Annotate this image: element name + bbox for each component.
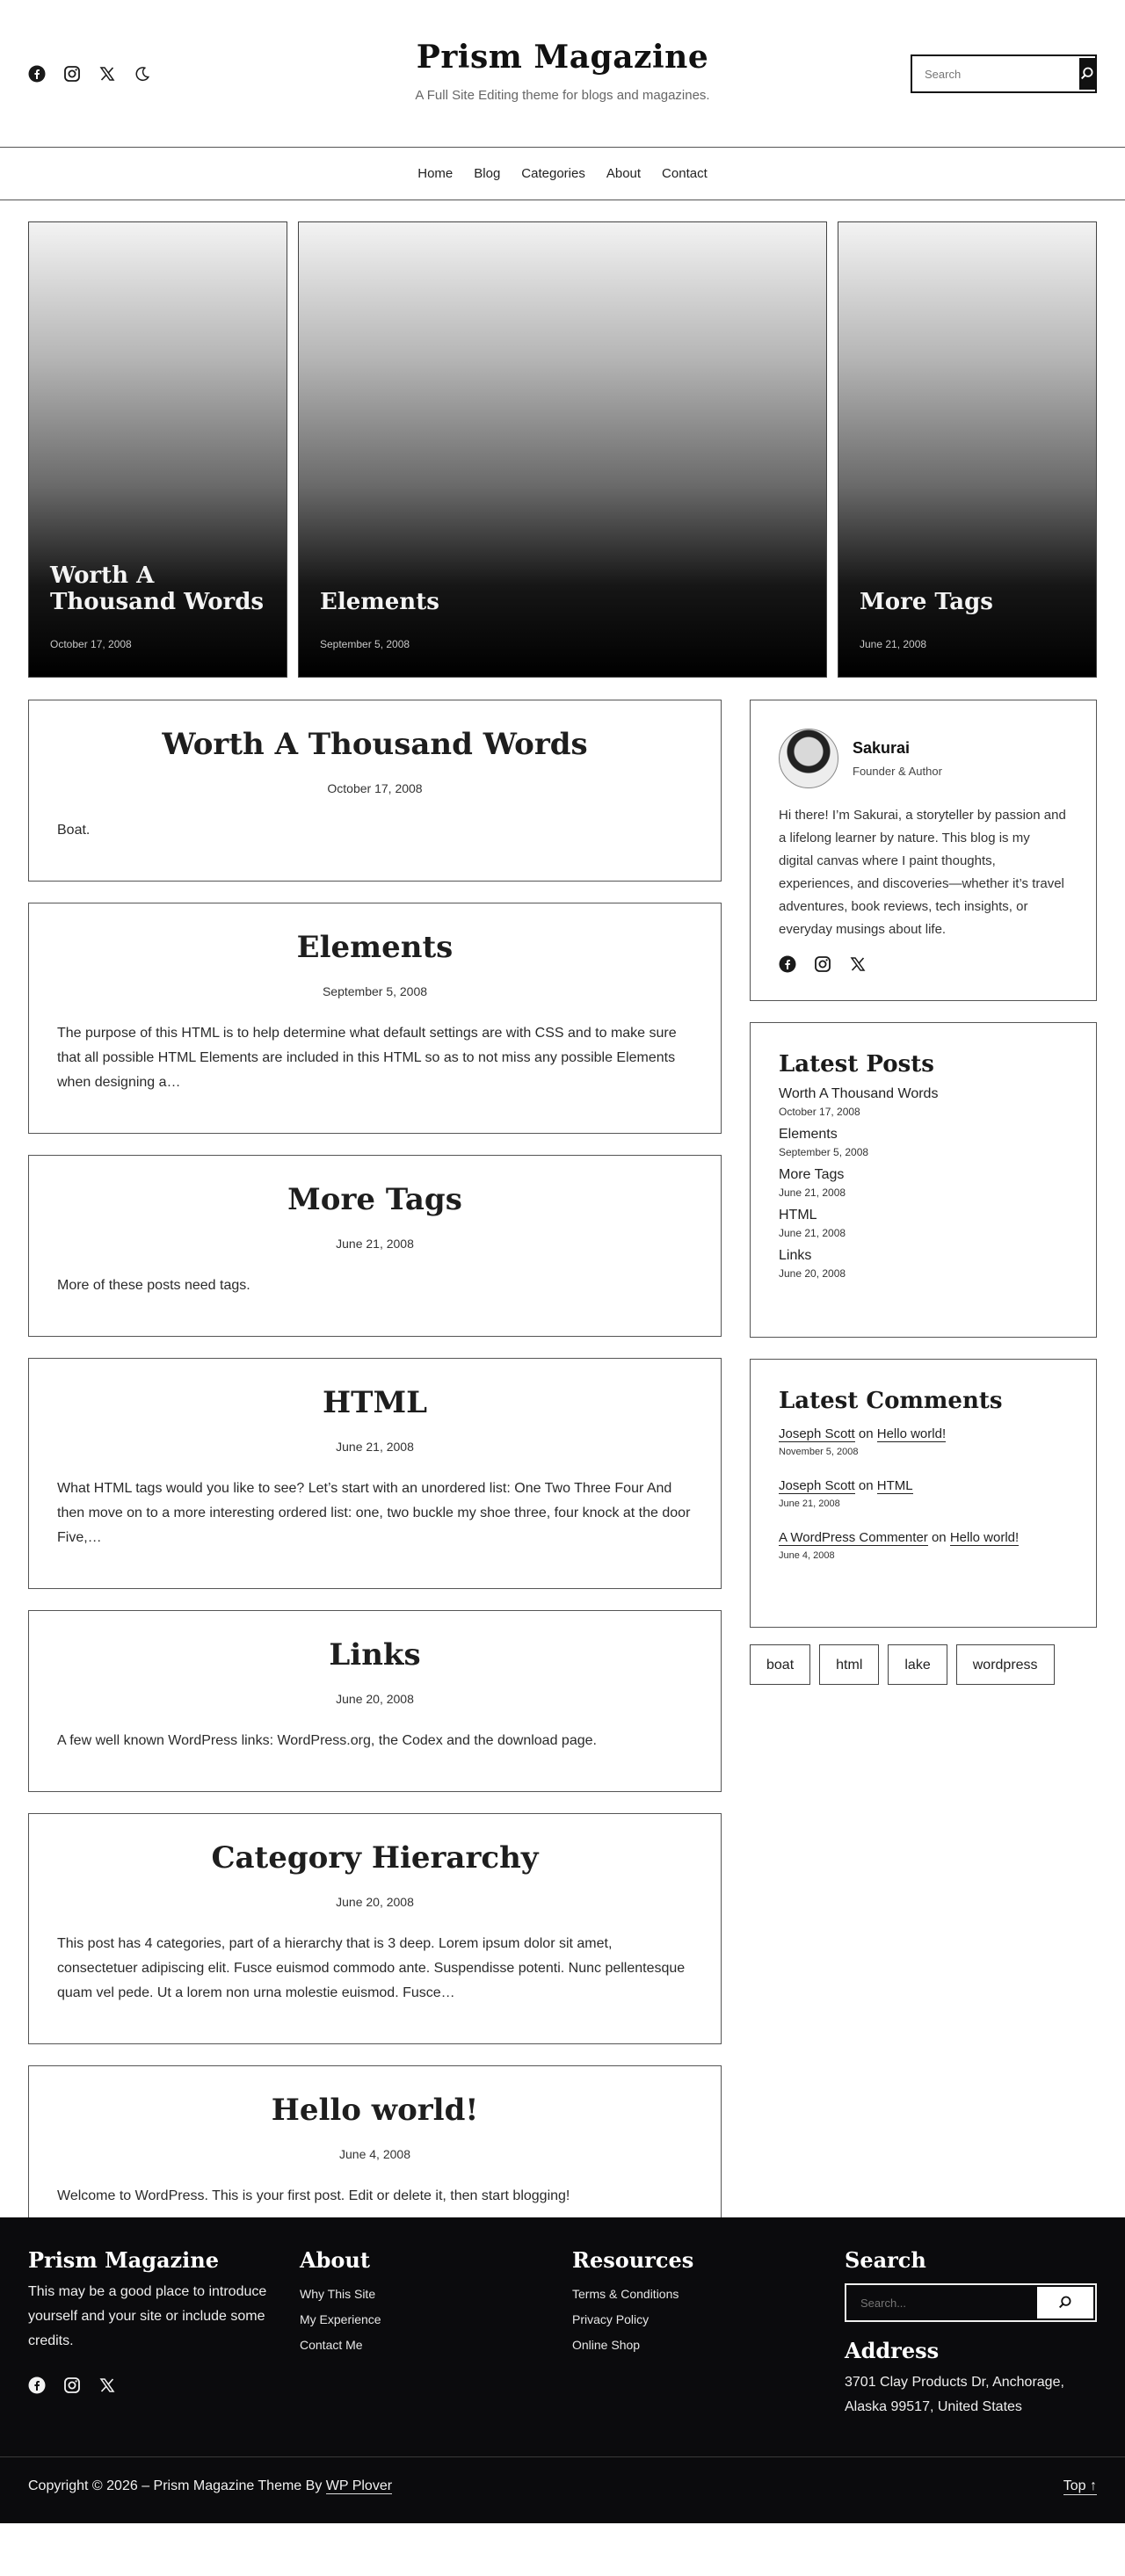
nav-categories[interactable]: Categories <box>521 166 585 181</box>
author-social-icons <box>779 955 1068 977</box>
search-icon <box>1057 2295 1073 2311</box>
tag-cloud <box>750 1644 1055 1685</box>
facebook-icon[interactable] <box>779 955 796 977</box>
list-item <box>779 1127 1068 1158</box>
footer-link[interactable]: Why This Site <box>300 2287 376 2301</box>
widget-title: Latest Comments <box>779 1388 1003 1414</box>
author-name: Sakurai <box>853 739 911 757</box>
comment-author-link[interactable]: Joseph Scott <box>779 1478 855 1493</box>
footer-link[interactable]: Privacy Policy <box>572 2312 650 2326</box>
post-card <box>28 1155 722 1337</box>
tag-link[interactable]: boat <box>750 1644 810 1685</box>
post-title[interactable]: Links <box>329 1637 421 1673</box>
post-title[interactable]: HTML <box>323 1385 427 1420</box>
featured-post-title[interactable]: Elements <box>320 589 439 615</box>
post-date: June 20, 2008 <box>336 1692 414 1706</box>
post-card <box>28 1358 722 1589</box>
comment-on-text: on <box>858 1478 874 1493</box>
post-card <box>28 1813 722 2044</box>
list-item <box>779 1086 1068 1118</box>
featured-post-card[interactable] <box>28 221 287 678</box>
post-date: June 21, 2008 <box>336 1237 414 1251</box>
post-date: October 17, 2008 <box>327 781 423 795</box>
post-date: June 4, 2008 <box>339 2147 410 2161</box>
nav-home[interactable]: Home <box>417 166 454 181</box>
header-search <box>911 54 1097 93</box>
author-role: Founder & Author <box>853 765 942 778</box>
latest-post-date: September 5, 2008 <box>779 1146 869 1158</box>
footer-heading: Search <box>845 2247 926 2273</box>
latest-posts-widget <box>750 1022 1097 1338</box>
back-to-top-link[interactable]: Top ↑ <box>1063 2478 1097 2493</box>
footer-heading: About <box>300 2247 370 2273</box>
widget-title: Latest Posts <box>779 1051 934 1078</box>
latest-post-link[interactable]: More Tags <box>779 1167 845 1182</box>
footer-link[interactable]: Online Shop <box>572 2338 641 2352</box>
post-date: June 20, 2008 <box>336 1895 414 1909</box>
copyright <box>28 2478 392 2494</box>
footer-heading: Address <box>845 2338 940 2363</box>
footer-link[interactable]: My Experience <box>300 2312 381 2326</box>
featured-post-date: September 5, 2008 <box>320 638 410 650</box>
main-content <box>0 678 1125 2217</box>
footer-address: 3701 Clay Products Dr, Anchorage, Alaska 99517, United States <box>845 2375 1064 2414</box>
instagram-icon[interactable] <box>63 2376 81 2398</box>
search-input[interactable] <box>914 58 1079 90</box>
featured-posts <box>0 221 1125 678</box>
site-footer <box>0 2217 1125 2456</box>
post-card <box>28 903 722 1134</box>
site-tagline: A Full Site Editing theme for blogs and magazines. <box>415 88 710 103</box>
post-excerpt: The purpose of this HTML is to help determine what default settings are with CSS and to make sure that all possible HTML Elements are included in this HTML so as to not miss any possible Elements when designing a… <box>57 1026 677 1090</box>
post-excerpt: What HTML tags would you like to see? Let’s start with an unordered list: One Two Three Four And then move on to a more interesting ordered list: one, two buckle my shoe three, four knock at the door Five,… <box>57 1481 691 1545</box>
latest-post-date: June 21, 2008 <box>779 1227 846 1239</box>
featured-post-title[interactable]: More Tags <box>860 589 993 615</box>
footer-link[interactable]: Contact Me <box>300 2338 363 2352</box>
comment-on-text: on <box>858 1426 874 1441</box>
search-icon <box>1079 66 1095 82</box>
post-card <box>28 700 722 882</box>
comment-item <box>779 1478 1068 1509</box>
copyright-text: Copyright © 2026 – Prism Magazine Theme By <box>28 2478 326 2493</box>
footer-search-button[interactable] <box>1037 2287 1093 2318</box>
post-date: June 21, 2008 <box>336 1440 414 1454</box>
nav-about[interactable]: About <box>606 166 642 181</box>
comment-date: June 21, 2008 <box>779 1498 840 1509</box>
latest-post-date: June 20, 2008 <box>779 1267 846 1280</box>
copyright-link[interactable]: WP Plover <box>325 2478 393 2493</box>
footer-bottom-bar <box>0 2456 1125 2523</box>
latest-post-link[interactable]: Worth A Thousand Words <box>779 1086 939 1101</box>
post-date: September 5, 2008 <box>322 984 428 998</box>
post-title[interactable]: Hello world! <box>271 2093 479 2128</box>
featured-post-title[interactable]: Worth A Thousand Words <box>50 562 265 615</box>
avatar <box>779 729 838 788</box>
instagram-icon[interactable] <box>814 955 831 977</box>
tag-link[interactable]: lake <box>888 1644 947 1685</box>
list-item <box>779 1208 1068 1239</box>
tag-link[interactable]: wordpress <box>956 1644 1055 1685</box>
list-item <box>779 1248 1068 1280</box>
latest-post-date: June 21, 2008 <box>779 1186 846 1199</box>
site-header <box>0 0 1125 148</box>
latest-post-date: October 17, 2008 <box>779 1106 860 1118</box>
comment-post-link[interactable]: Hello world! <box>949 1530 1020 1545</box>
list-item <box>779 1167 1068 1199</box>
comment-author-link[interactable]: A WordPress Commenter <box>779 1530 928 1545</box>
footer-heading: Resources <box>572 2247 694 2273</box>
footer-title: Prism Magazine <box>28 2247 219 2273</box>
post-excerpt: More of these posts need tags. <box>57 1278 250 1293</box>
latest-comments-widget <box>750 1359 1097 1628</box>
featured-post-date: October 17, 2008 <box>50 638 132 650</box>
comment-item <box>779 1426 1068 1457</box>
facebook-icon[interactable] <box>28 2376 46 2398</box>
featured-post-date: June 21, 2008 <box>860 638 927 650</box>
post-excerpt: Welcome to WordPress. This is your first post. Edit or delete it, then start blogging! <box>57 2188 570 2203</box>
site-title[interactable]: Prism Magazine <box>416 39 709 76</box>
post-title[interactable]: Category Hierarchy <box>211 1840 539 1876</box>
post-title[interactable]: More Tags <box>287 1182 462 1217</box>
post-title[interactable]: Elements <box>296 930 454 965</box>
latest-post-link[interactable]: Elements <box>779 1127 838 1142</box>
comment-post-link[interactable]: HTML <box>876 1478 913 1493</box>
comment-date: November 5, 2008 <box>779 1447 859 1457</box>
footer-search-input[interactable] <box>848 2287 1037 2318</box>
footer-resources <box>572 2247 693 2358</box>
post-excerpt: This post has 4 categories, part of a hierarchy that is 3 deep. Lorem ipsum dolor sit amet, consectetuer adipiscing elit. Fusce euismod commodo ante. Suspendisse potenti. Nunc pellentesque quam vel pede. Ut a lorem non urna molestie euismod. Fusce… <box>57 1936 686 2000</box>
footer-social-icons <box>28 2376 274 2398</box>
latest-post-link[interactable]: Links <box>779 1248 812 1263</box>
comment-item <box>779 1530 1068 1561</box>
comment-on-text: on <box>931 1530 947 1545</box>
footer-link[interactable]: Terms & Conditions <box>572 2287 679 2301</box>
post-card <box>28 1610 722 1792</box>
post-title[interactable]: Worth A Thousand Words <box>162 727 588 762</box>
author-widget <box>750 700 1097 1001</box>
x-icon[interactable] <box>849 955 867 977</box>
latest-post-link[interactable]: HTML <box>779 1208 817 1223</box>
footer-about <box>300 2247 381 2358</box>
x-icon[interactable] <box>98 2376 116 2398</box>
footer-search-address <box>845 2247 1100 2420</box>
post-excerpt: A few well known WordPress links: WordPress.org, the Codex and the download page. <box>57 1733 597 1748</box>
footer-brand <box>28 2247 274 2398</box>
nav-blog[interactable]: Blog <box>474 166 501 181</box>
footer-search <box>845 2283 1097 2322</box>
primary-navigation <box>0 148 1125 200</box>
featured-post-card[interactable] <box>298 221 827 678</box>
search-button[interactable] <box>1079 58 1095 90</box>
footer-text: This may be a good place to introduce yourself and your site or include some credits. <box>28 2284 267 2348</box>
post-excerpt: Boat. <box>57 823 91 838</box>
comment-date: June 4, 2008 <box>779 1550 835 1561</box>
nav-contact[interactable]: Contact <box>662 166 708 181</box>
tag-link[interactable]: html <box>819 1644 879 1685</box>
comment-post-link[interactable]: Hello world! <box>876 1426 947 1441</box>
author-bio: Hi there! I’m Sakurai, a storyteller by passion and a lifelong learner by nature. This blog is my digital canvas where I paint thoughts, experiences, and discoveries—whether it’s travel adventures, book reviews, tech insights, or everyday musings about life. <box>779 808 1066 937</box>
featured-post-card[interactable] <box>838 221 1097 678</box>
comment-author-link[interactable]: Joseph Scott <box>779 1426 855 1441</box>
